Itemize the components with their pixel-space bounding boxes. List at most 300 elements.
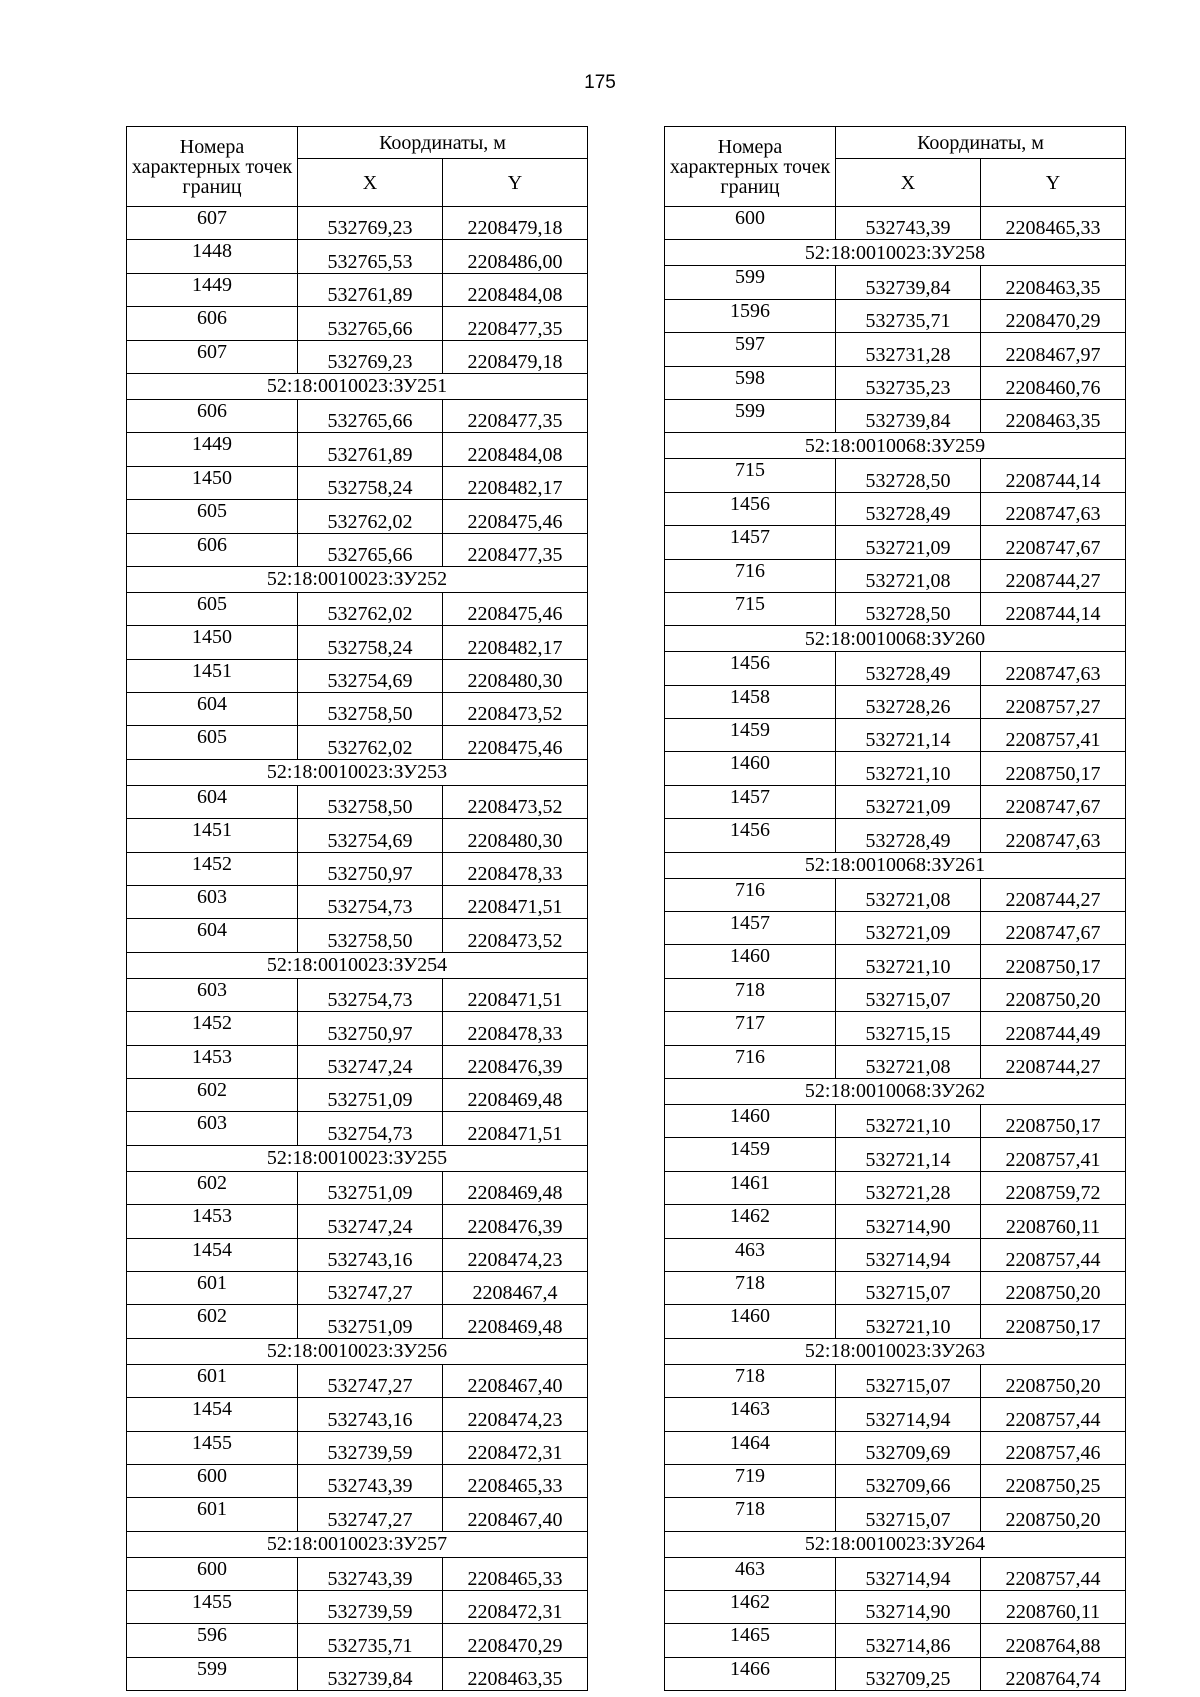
x-coordinate: 532721,09 [836,785,981,818]
coordinates-header: Координаты, м [298,127,588,159]
point-number: 602 [127,1171,298,1204]
table-row [665,333,1126,366]
point-number: 1450 [127,626,298,659]
page-number: 175 [584,72,616,93]
parcel-section-row [665,433,1126,459]
y-coordinate: 2208480,30 [443,659,588,692]
parcel-section-row [127,1338,588,1364]
x-coordinate: 532739,84 [836,266,981,299]
x-coordinate: 532709,25 [836,1657,981,1690]
x-coordinate: 532715,07 [836,1271,981,1304]
table-row [665,1464,1126,1497]
point-number: 719 [665,1464,836,1497]
y-coordinate: 2208470,29 [981,299,1126,332]
y-coordinate: 2208473,52 [443,693,588,726]
y-coordinate: 2208744,27 [981,878,1126,911]
table-row [665,1045,1126,1078]
point-number: 604 [127,919,298,952]
table-row [127,919,588,952]
x-coordinate: 532715,15 [836,1012,981,1045]
point-number: 605 [127,726,298,759]
x-coordinate: 532769,23 [298,340,443,373]
x-coordinate: 532714,94 [836,1398,981,1431]
y-coordinate: 2208475,46 [443,500,588,533]
parcel-id: 52:18:0010023:ЗУ254 [127,952,588,978]
x-coordinate: 532747,27 [298,1498,443,1531]
parcel-section-row [665,1078,1126,1104]
point-number: 606 [127,533,298,566]
y-coordinate: 2208467,40 [443,1498,588,1531]
x-coordinate: 532721,08 [836,559,981,592]
point-number: 600 [127,1464,298,1497]
parcel-section-row [127,373,588,399]
table-row [665,752,1126,785]
table-row [665,652,1126,685]
x-coordinate: 532762,02 [298,500,443,533]
y-coordinate: 2208744,14 [981,459,1126,492]
table-row [127,1271,588,1304]
point-number: 718 [665,1498,836,1531]
table-row [127,1498,588,1531]
y-coordinate: 2208474,23 [443,1398,588,1431]
parcel-id: 52:18:0010023:ЗУ252 [127,566,588,592]
x-coordinate: 532714,94 [836,1557,981,1590]
x-coordinate: 532761,89 [298,433,443,466]
point-number: 1454 [127,1238,298,1271]
x-coordinate: 532714,94 [836,1238,981,1271]
x-coordinate: 532735,71 [298,1624,443,1657]
y-coordinate: 2208472,31 [443,1591,588,1624]
y-coordinate: 2208750,17 [981,945,1126,978]
y-coordinate: 2208475,46 [443,592,588,625]
point-number: 1463 [665,1398,836,1431]
point-number: 1459 [665,719,836,752]
point-number: 1596 [665,299,836,332]
y-coordinate: 2208757,27 [981,685,1126,718]
table-row [127,207,588,240]
x-coordinate: 532739,84 [836,399,981,432]
x-coordinate: 532735,23 [836,366,981,399]
point-number: 1460 [665,752,836,785]
point-number: 601 [127,1498,298,1531]
parcel-section-row [127,759,588,785]
y-coordinate: 2208473,52 [443,785,588,818]
table-row [127,240,588,273]
x-coordinate: 532735,71 [836,299,981,332]
point-number: 604 [127,785,298,818]
table-row [665,459,1126,492]
y-coordinate: 2208471,51 [443,978,588,1011]
parcel-section-row [665,1338,1126,1364]
table-row [127,978,588,1011]
y-coordinate: 2208747,67 [981,912,1126,945]
x-coordinate: 532743,39 [836,207,981,240]
y-coordinate: 2208486,00 [443,240,588,273]
table-row [665,1138,1126,1171]
y-coordinate: 2208750,20 [981,1498,1126,1531]
table-row [127,500,588,533]
y-coordinate: 2208479,18 [443,207,588,240]
y-header: Y [981,159,1126,207]
table-row [127,592,588,625]
y-coordinate: 2208744,14 [981,592,1126,625]
point-number: 1449 [127,433,298,466]
table-row [665,526,1126,559]
x-coordinate: 532728,26 [836,685,981,718]
y-coordinate: 2208744,27 [981,559,1126,592]
y-coordinate: 2208750,25 [981,1464,1126,1497]
parcel-section-row [665,852,1126,878]
table-row [665,719,1126,752]
x-coordinate: 532721,28 [836,1171,981,1204]
y-coordinate: 2208757,41 [981,1138,1126,1171]
x-coordinate: 532721,10 [836,752,981,785]
point-number: 601 [127,1364,298,1397]
table-row [127,1045,588,1078]
point-number: 602 [127,1305,298,1338]
parcel-id: 52:18:0010023:ЗУ253 [127,759,588,785]
parcel-id: 52:18:0010023:ЗУ255 [127,1145,588,1171]
y-coordinate: 2208479,18 [443,340,588,373]
point-number: 1460 [665,945,836,978]
table-row [665,492,1126,525]
y-coordinate: 2208463,35 [981,266,1126,299]
y-coordinate: 2208757,41 [981,719,1126,752]
table-row [127,399,588,432]
y-coordinate: 2208484,08 [443,273,588,306]
table-row [127,1078,588,1111]
point-number: 1464 [665,1431,836,1464]
y-coordinate: 2208469,48 [443,1078,588,1111]
y-coordinate: 2208760,11 [981,1591,1126,1624]
y-coordinate: 2208465,33 [443,1557,588,1590]
point-number: 1450 [127,466,298,499]
point-number: 715 [665,592,836,625]
parcel-id: 52:18:0010068:ЗУ262 [665,1078,1126,1104]
x-coordinate: 532715,07 [836,1498,981,1531]
y-coordinate: 2208465,33 [443,1464,588,1497]
table-row [665,878,1126,911]
point-number: 605 [127,592,298,625]
table-row [127,273,588,306]
table-row [127,533,588,566]
point-number: 718 [665,1364,836,1397]
point-number: 1456 [665,492,836,525]
point-number: 599 [665,266,836,299]
table-row [127,466,588,499]
point-number: 1452 [127,1012,298,1045]
point-number: 1451 [127,659,298,692]
x-coordinate: 532765,66 [298,399,443,432]
x-coordinate: 532743,39 [298,1557,443,1590]
table-row [665,978,1126,1011]
x-coordinate: 532758,50 [298,693,443,726]
x-coordinate: 532754,69 [298,819,443,852]
y-coordinate: 2208463,35 [981,399,1126,432]
table-row [127,1431,588,1464]
x-coordinate: 532714,90 [836,1591,981,1624]
table-row [127,1557,588,1590]
y-coordinate: 2208477,35 [443,307,588,340]
x-coordinate: 532739,59 [298,1431,443,1464]
x-coordinate: 532721,10 [836,1104,981,1137]
x-coordinate: 532739,84 [298,1657,443,1690]
point-number: 607 [127,340,298,373]
point-number: 716 [665,878,836,911]
point-number: 606 [127,399,298,432]
point-number: 1457 [665,526,836,559]
parcel-section-row [665,626,1126,652]
y-coordinate: 2208744,27 [981,1045,1126,1078]
table-row [665,1238,1126,1271]
point-number: 599 [665,399,836,432]
x-coordinate: 532751,09 [298,1305,443,1338]
point-number: 600 [127,1557,298,1590]
table-row [665,1305,1126,1338]
point-number: 1452 [127,852,298,885]
x-coordinate: 532709,66 [836,1464,981,1497]
x-coordinate: 532721,08 [836,1045,981,1078]
y-coordinate: 2208477,35 [443,399,588,432]
table-row [127,693,588,726]
point-number: 718 [665,978,836,1011]
point-number: 604 [127,693,298,726]
table-row [127,886,588,919]
x-header: X [836,159,981,207]
point-number: 1457 [665,785,836,818]
y-coordinate: 2208744,49 [981,1012,1126,1045]
table-row [665,207,1126,240]
points-header: Номера характерных точек границ [665,127,836,207]
y-coordinate: 2208764,74 [981,1657,1126,1690]
table-row [127,659,588,692]
table-row [127,1464,588,1497]
x-coordinate: 532747,24 [298,1205,443,1238]
y-coordinate: 2208747,63 [981,652,1126,685]
table-row [665,1591,1126,1624]
x-coordinate: 532765,66 [298,533,443,566]
point-number: 603 [127,1112,298,1145]
table-row [665,1431,1126,1464]
table-row [665,559,1126,592]
point-number: 1457 [665,912,836,945]
point-number: 1453 [127,1045,298,1078]
table-row [127,1112,588,1145]
point-number: 607 [127,207,298,240]
parcel-section-row [127,952,588,978]
point-number: 602 [127,1078,298,1111]
point-number: 718 [665,1271,836,1304]
table-row [127,1012,588,1045]
coordinates-table-left [126,126,588,1691]
parcel-section-row [127,1145,588,1171]
y-coordinate: 2208750,17 [981,1104,1126,1137]
table-row [665,1398,1126,1431]
table-row [127,1305,588,1338]
y-coordinate: 2208764,88 [981,1624,1126,1657]
y-coordinate: 2208482,17 [443,626,588,659]
point-number: 598 [665,366,836,399]
point-number: 1466 [665,1657,836,1690]
point-number: 716 [665,559,836,592]
point-number: 1462 [665,1205,836,1238]
table-row [665,1657,1126,1690]
y-coordinate: 2208759,72 [981,1171,1126,1204]
y-coordinate: 2208471,51 [443,1112,588,1145]
x-coordinate: 532743,16 [298,1238,443,1271]
table-row [127,726,588,759]
x-coordinate: 532762,02 [298,726,443,759]
table-row [127,1205,588,1238]
table-row [665,1104,1126,1137]
table-row [665,592,1126,625]
y-coordinate: 2208467,4 [443,1271,588,1304]
point-number: 1449 [127,273,298,306]
y-header: Y [443,159,588,207]
x-coordinate: 532721,09 [836,526,981,559]
point-number: 1460 [665,1305,836,1338]
x-coordinate: 532758,50 [298,785,443,818]
x-coordinate: 532761,89 [298,273,443,306]
parcel-section-row [665,1531,1126,1557]
y-coordinate: 2208750,20 [981,978,1126,1011]
table-row [665,1624,1126,1657]
point-number: 599 [127,1657,298,1690]
point-number: 717 [665,1012,836,1045]
point-number: 1456 [665,819,836,852]
table-row [127,1238,588,1271]
table-row [127,626,588,659]
parcel-section-row [665,240,1126,266]
point-number: 603 [127,886,298,919]
x-coordinate: 532728,50 [836,459,981,492]
x-coordinate: 532747,24 [298,1045,443,1078]
points-header: Номера характерных точек границ [127,127,298,207]
x-coordinate: 532721,10 [836,1305,981,1338]
parcel-id: 52:18:0010068:ЗУ260 [665,626,1126,652]
parcel-id: 52:18:0010068:ЗУ259 [665,433,1126,459]
y-coordinate: 2208750,20 [981,1271,1126,1304]
x-coordinate: 532715,07 [836,1364,981,1397]
point-number: 1456 [665,652,836,685]
x-coordinate: 532743,39 [298,1464,443,1497]
y-coordinate: 2208747,67 [981,526,1126,559]
point-number: 1462 [665,1591,836,1624]
table-row [665,1364,1126,1397]
x-coordinate: 532765,53 [298,240,443,273]
point-number: 597 [665,333,836,366]
y-coordinate: 2208478,33 [443,1012,588,1045]
x-coordinate: 532715,07 [836,978,981,1011]
point-number: 1453 [127,1205,298,1238]
y-coordinate: 2208478,33 [443,852,588,885]
x-header: X [298,159,443,207]
point-number: 1455 [127,1591,298,1624]
x-coordinate: 532728,49 [836,652,981,685]
x-coordinate: 532754,73 [298,978,443,1011]
y-coordinate: 2208472,31 [443,1431,588,1464]
x-coordinate: 532762,02 [298,592,443,625]
x-coordinate: 532721,14 [836,1138,981,1171]
point-number: 606 [127,307,298,340]
table-row [665,785,1126,818]
x-coordinate: 532721,09 [836,912,981,945]
point-number: 1458 [665,685,836,718]
parcel-id: 52:18:0010023:ЗУ251 [127,373,588,399]
y-coordinate: 2208469,48 [443,1305,588,1338]
x-coordinate: 532709,69 [836,1431,981,1464]
point-number: 1455 [127,1431,298,1464]
y-coordinate: 2208482,17 [443,466,588,499]
table-row [665,819,1126,852]
table-row [127,340,588,373]
parcel-section-row [127,1531,588,1557]
table-row [665,1012,1126,1045]
y-coordinate: 2208750,17 [981,1305,1126,1338]
point-number: 605 [127,500,298,533]
table-row [127,1364,588,1397]
y-coordinate: 2208470,29 [443,1624,588,1657]
table-row [665,1498,1126,1531]
y-coordinate: 2208484,08 [443,433,588,466]
x-coordinate: 532758,50 [298,919,443,952]
table-row [665,266,1126,299]
x-coordinate: 532714,90 [836,1205,981,1238]
parcel-id: 52:18:0010023:ЗУ258 [665,240,1126,266]
table-row [127,1657,588,1690]
point-number: 600 [665,207,836,240]
y-coordinate: 2208471,51 [443,886,588,919]
y-coordinate: 2208747,63 [981,492,1126,525]
x-coordinate: 532750,97 [298,852,443,885]
x-coordinate: 532765,66 [298,307,443,340]
point-number: 596 [127,1624,298,1657]
point-number: 1461 [665,1171,836,1204]
y-coordinate: 2208757,44 [981,1238,1126,1271]
y-coordinate: 2208747,67 [981,785,1126,818]
y-coordinate: 2208460,76 [981,366,1126,399]
coordinates-header: Координаты, м [836,127,1126,159]
x-coordinate: 532758,24 [298,466,443,499]
x-coordinate: 532714,86 [836,1624,981,1657]
table-row [665,945,1126,978]
x-coordinate: 532739,59 [298,1591,443,1624]
point-number: 1454 [127,1398,298,1431]
y-coordinate: 2208757,44 [981,1398,1126,1431]
table-row [665,399,1126,432]
table-row [127,819,588,852]
x-coordinate: 532728,49 [836,819,981,852]
y-coordinate: 2208750,17 [981,752,1126,785]
point-number: 1465 [665,1624,836,1657]
y-coordinate: 2208475,46 [443,726,588,759]
table-row [665,1557,1126,1590]
x-coordinate: 532747,27 [298,1271,443,1304]
table-row [665,366,1126,399]
y-coordinate: 2208747,63 [981,819,1126,852]
point-number: 1451 [127,819,298,852]
x-coordinate: 532721,14 [836,719,981,752]
point-number: 463 [665,1557,836,1590]
point-number: 1448 [127,240,298,273]
y-coordinate: 2208757,44 [981,1557,1126,1590]
table-row [127,1398,588,1431]
y-coordinate: 2208760,11 [981,1205,1126,1238]
table-row [127,1171,588,1204]
point-number: 1459 [665,1138,836,1171]
table-row [665,912,1126,945]
y-coordinate: 2208465,33 [981,207,1126,240]
